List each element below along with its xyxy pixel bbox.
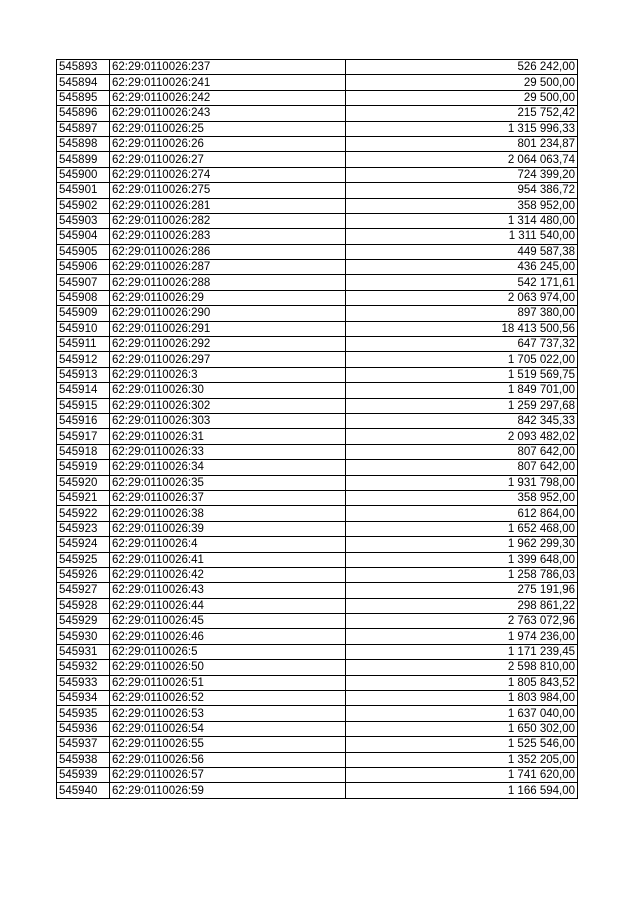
cadastral-number-cell: 62:29:0110026:282 <box>110 213 346 228</box>
cadastral-value-cell: 18 413 500,56 <box>346 321 578 336</box>
row-number-cell: 545902 <box>57 198 110 213</box>
row-number-cell: 545913 <box>57 367 110 382</box>
cadastral-value-cell: 1 352 205,00 <box>346 752 578 767</box>
cadastral-value-cell: 29 500,00 <box>346 90 578 105</box>
row-number-cell: 545930 <box>57 629 110 644</box>
table-row <box>57 644 578 659</box>
row-number-cell: 545908 <box>57 290 110 305</box>
table-row <box>57 290 578 305</box>
cadastral-number-cell: 62:29:0110026:25 <box>110 121 346 136</box>
cadastral-value-cell: 1 803 984,00 <box>346 691 578 706</box>
row-number-cell: 545898 <box>57 136 110 151</box>
cadastral-value-cell: 298 861,22 <box>346 598 578 613</box>
cadastral-number-cell: 62:29:0110026:55 <box>110 737 346 752</box>
table-row <box>57 460 578 475</box>
cadastral-number-cell: 62:29:0110026:287 <box>110 260 346 275</box>
cadastral-value-cell: 1 311 540,00 <box>346 229 578 244</box>
row-number-cell: 545903 <box>57 213 110 228</box>
cadastral-value-cell: 1 931 798,00 <box>346 475 578 490</box>
table-row <box>57 737 578 752</box>
cadastral-value-cell: 215 752,42 <box>346 106 578 121</box>
table-row <box>57 721 578 736</box>
row-number-cell: 545935 <box>57 706 110 721</box>
cadastral-number-cell: 62:29:0110026:31 <box>110 429 346 444</box>
row-number-cell: 545925 <box>57 552 110 567</box>
cadastral-value-cell: 801 234,87 <box>346 136 578 151</box>
row-number-cell: 545918 <box>57 444 110 459</box>
table-row <box>57 213 578 228</box>
cadastral-number-cell: 62:29:0110026:56 <box>110 752 346 767</box>
row-number-cell: 545893 <box>57 60 110 75</box>
table-row <box>57 706 578 721</box>
cadastral-value-cell: 1 741 620,00 <box>346 767 578 782</box>
cadastral-value-cell: 807 642,00 <box>346 444 578 459</box>
cadastral-value-cell: 1 314 480,00 <box>346 213 578 228</box>
table-row <box>57 413 578 428</box>
cadastral-value-cell: 1 315 996,33 <box>346 121 578 136</box>
table-row <box>57 614 578 629</box>
table-row <box>57 321 578 336</box>
table-row <box>57 490 578 505</box>
table-row <box>57 121 578 136</box>
row-number-cell: 545917 <box>57 429 110 444</box>
row-number-cell: 545936 <box>57 721 110 736</box>
table-row <box>57 75 578 90</box>
cadastral-number-cell: 62:29:0110026:288 <box>110 275 346 290</box>
row-number-cell: 545924 <box>57 537 110 552</box>
table-row <box>57 229 578 244</box>
table-row <box>57 521 578 536</box>
row-number-cell: 545911 <box>57 337 110 352</box>
cadastral-number-cell: 62:29:0110026:37 <box>110 490 346 505</box>
cadastral-value-cell: 1 705 022,00 <box>346 352 578 367</box>
table-row <box>57 506 578 521</box>
table-row <box>57 367 578 382</box>
cadastral-number-cell: 62:29:0110026:292 <box>110 337 346 352</box>
row-number-cell: 545899 <box>57 152 110 167</box>
cadastral-value-cell: 724 399,20 <box>346 167 578 182</box>
row-number-cell: 545933 <box>57 675 110 690</box>
cadastral-number-cell: 62:29:0110026:33 <box>110 444 346 459</box>
cadastral-number-cell: 62:29:0110026:241 <box>110 75 346 90</box>
row-number-cell: 545920 <box>57 475 110 490</box>
table-row <box>57 183 578 198</box>
cadastral-value-cell: 1 171 239,45 <box>346 644 578 659</box>
cadastral-value-cell: 807 642,00 <box>346 460 578 475</box>
row-number-cell: 545894 <box>57 75 110 90</box>
row-number-cell: 545926 <box>57 567 110 582</box>
row-number-cell: 545922 <box>57 506 110 521</box>
row-number-cell: 545940 <box>57 783 110 798</box>
cadastral-value-cell: 612 864,00 <box>346 506 578 521</box>
table-row <box>57 660 578 675</box>
table-row <box>57 136 578 151</box>
cadastral-number-cell: 62:29:0110026:302 <box>110 398 346 413</box>
row-number-cell: 545916 <box>57 413 110 428</box>
table-row <box>57 583 578 598</box>
row-number-cell: 545921 <box>57 490 110 505</box>
table-body <box>57 60 578 799</box>
cadastral-number-cell: 62:29:0110026:237 <box>110 60 346 75</box>
row-number-cell: 545897 <box>57 121 110 136</box>
cadastral-number-cell: 62:29:0110026:53 <box>110 706 346 721</box>
cadastral-number-cell: 62:29:0110026:297 <box>110 352 346 367</box>
row-number-cell: 545910 <box>57 321 110 336</box>
table-row <box>57 306 578 321</box>
row-number-cell: 545914 <box>57 383 110 398</box>
row-number-cell: 545906 <box>57 260 110 275</box>
row-number-cell: 545905 <box>57 244 110 259</box>
table-row <box>57 629 578 644</box>
cadastral-number-cell: 62:29:0110026:54 <box>110 721 346 736</box>
table-row <box>57 167 578 182</box>
cadastral-value-cell: 436 245,00 <box>346 260 578 275</box>
table-row <box>57 691 578 706</box>
table-row <box>57 783 578 798</box>
row-number-cell: 545928 <box>57 598 110 613</box>
table-row <box>57 352 578 367</box>
cadastral-number-cell: 62:29:0110026:3 <box>110 367 346 382</box>
cadastral-value-cell: 526 242,00 <box>346 60 578 75</box>
table-row <box>57 383 578 398</box>
row-number-cell: 545901 <box>57 183 110 198</box>
table-row <box>57 90 578 105</box>
row-number-cell: 545938 <box>57 752 110 767</box>
cadastral-value-cell: 29 500,00 <box>346 75 578 90</box>
cadastral-number-cell: 62:29:0110026:35 <box>110 475 346 490</box>
table-row <box>57 337 578 352</box>
table-row <box>57 475 578 490</box>
cadastral-number-cell: 62:29:0110026:290 <box>110 306 346 321</box>
cadastral-value-cell: 2 598 810,00 <box>346 660 578 675</box>
cadastral-number-cell: 62:29:0110026:5 <box>110 644 346 659</box>
cadastral-number-cell: 62:29:0110026:30 <box>110 383 346 398</box>
cadastral-number-cell: 62:29:0110026:291 <box>110 321 346 336</box>
row-number-cell: 545927 <box>57 583 110 598</box>
cadastral-value-cell: 358 952,00 <box>346 490 578 505</box>
cadastral-number-cell: 62:29:0110026:275 <box>110 183 346 198</box>
row-number-cell: 545937 <box>57 737 110 752</box>
cadastral-value-cell: 647 737,32 <box>346 337 578 352</box>
table-row <box>57 567 578 582</box>
cadastral-value-cell: 1 962 299,30 <box>346 537 578 552</box>
row-number-cell: 545934 <box>57 691 110 706</box>
table-row <box>57 444 578 459</box>
cadastral-value-cell: 1 525 546,00 <box>346 737 578 752</box>
row-number-cell: 545909 <box>57 306 110 321</box>
cadastral-value-cell: 1 519 569,75 <box>346 367 578 382</box>
cadastral-number-cell: 62:29:0110026:45 <box>110 614 346 629</box>
row-number-cell: 545895 <box>57 90 110 105</box>
cadastral-value-cell: 1 849 701,00 <box>346 383 578 398</box>
cadastral-number-cell: 62:29:0110026:286 <box>110 244 346 259</box>
cadastral-number-cell: 62:29:0110026:34 <box>110 460 346 475</box>
cadastral-number-cell: 62:29:0110026:52 <box>110 691 346 706</box>
cadastral-number-cell: 62:29:0110026:46 <box>110 629 346 644</box>
cadastral-number-cell: 62:29:0110026:57 <box>110 767 346 782</box>
cadastral-number-cell: 62:29:0110026:281 <box>110 198 346 213</box>
table-row <box>57 598 578 613</box>
cadastral-number-cell: 62:29:0110026:42 <box>110 567 346 582</box>
table-row <box>57 398 578 413</box>
cadastral-value-cell: 954 386,72 <box>346 183 578 198</box>
cadastral-number-cell: 62:29:0110026:303 <box>110 413 346 428</box>
row-number-cell: 545912 <box>57 352 110 367</box>
row-number-cell: 545919 <box>57 460 110 475</box>
cadastral-number-cell: 62:29:0110026:274 <box>110 167 346 182</box>
cadastral-value-cell: 1 637 040,00 <box>346 706 578 721</box>
cadastral-value-cell: 1 166 594,00 <box>346 783 578 798</box>
row-number-cell: 545904 <box>57 229 110 244</box>
row-number-cell: 545931 <box>57 644 110 659</box>
table-row <box>57 275 578 290</box>
row-number-cell: 545929 <box>57 614 110 629</box>
cadastral-value-cell: 449 587,38 <box>346 244 578 259</box>
cadastral-value-cell: 2 093 482,02 <box>346 429 578 444</box>
table-row <box>57 752 578 767</box>
cadastral-value-cell: 897 380,00 <box>346 306 578 321</box>
cadastral-value-cell: 1 805 843,52 <box>346 675 578 690</box>
table-row <box>57 260 578 275</box>
table-row <box>57 552 578 567</box>
row-number-cell: 545907 <box>57 275 110 290</box>
cadastral-value-cell: 542 171,61 <box>346 275 578 290</box>
row-number-cell: 545939 <box>57 767 110 782</box>
cadastral-number-cell: 62:29:0110026:38 <box>110 506 346 521</box>
table-row <box>57 152 578 167</box>
table-row <box>57 106 578 121</box>
cadastral-number-cell: 62:29:0110026:51 <box>110 675 346 690</box>
cadastral-value-cell: 842 345,33 <box>346 413 578 428</box>
table-row <box>57 537 578 552</box>
cadastral-number-cell: 62:29:0110026:242 <box>110 90 346 105</box>
cadastral-number-cell: 62:29:0110026:41 <box>110 552 346 567</box>
cadastral-number-cell: 62:29:0110026:26 <box>110 136 346 151</box>
row-number-cell: 545900 <box>57 167 110 182</box>
cadastral-value-cell: 1 399 648,00 <box>346 552 578 567</box>
cadastral-number-cell: 62:29:0110026:59 <box>110 783 346 798</box>
row-number-cell: 545923 <box>57 521 110 536</box>
cadastral-value-cell: 2 763 072,96 <box>346 614 578 629</box>
cadastral-number-cell: 62:29:0110026:50 <box>110 660 346 675</box>
cadastral-value-cell: 1 259 297,68 <box>346 398 578 413</box>
cadastral-value-table <box>56 59 578 799</box>
cadastral-number-cell: 62:29:0110026:283 <box>110 229 346 244</box>
table-row <box>57 429 578 444</box>
cadastral-value-cell: 1 652 468,00 <box>346 521 578 536</box>
row-number-cell: 545915 <box>57 398 110 413</box>
table-row <box>57 244 578 259</box>
cadastral-number-cell: 62:29:0110026:39 <box>110 521 346 536</box>
row-number-cell: 545932 <box>57 660 110 675</box>
table-row <box>57 675 578 690</box>
cadastral-value-cell: 2 064 063,74 <box>346 152 578 167</box>
cadastral-number-cell: 62:29:0110026:243 <box>110 106 346 121</box>
cadastral-value-cell: 275 191,96 <box>346 583 578 598</box>
table-row <box>57 767 578 782</box>
cadastral-number-cell: 62:29:0110026:4 <box>110 537 346 552</box>
cadastral-value-cell: 358 952,00 <box>346 198 578 213</box>
table-row <box>57 198 578 213</box>
cadastral-value-cell: 1 258 786,03 <box>346 567 578 582</box>
cadastral-number-cell: 62:29:0110026:29 <box>110 290 346 305</box>
cadastral-value-cell: 2 063 974,00 <box>346 290 578 305</box>
row-number-cell: 545896 <box>57 106 110 121</box>
cadastral-number-cell: 62:29:0110026:27 <box>110 152 346 167</box>
cadastral-value-cell: 1 974 236,00 <box>346 629 578 644</box>
table-row <box>57 60 578 75</box>
cadastral-value-cell: 1 650 302,00 <box>346 721 578 736</box>
cadastral-number-cell: 62:29:0110026:44 <box>110 598 346 613</box>
cadastral-number-cell: 62:29:0110026:43 <box>110 583 346 598</box>
